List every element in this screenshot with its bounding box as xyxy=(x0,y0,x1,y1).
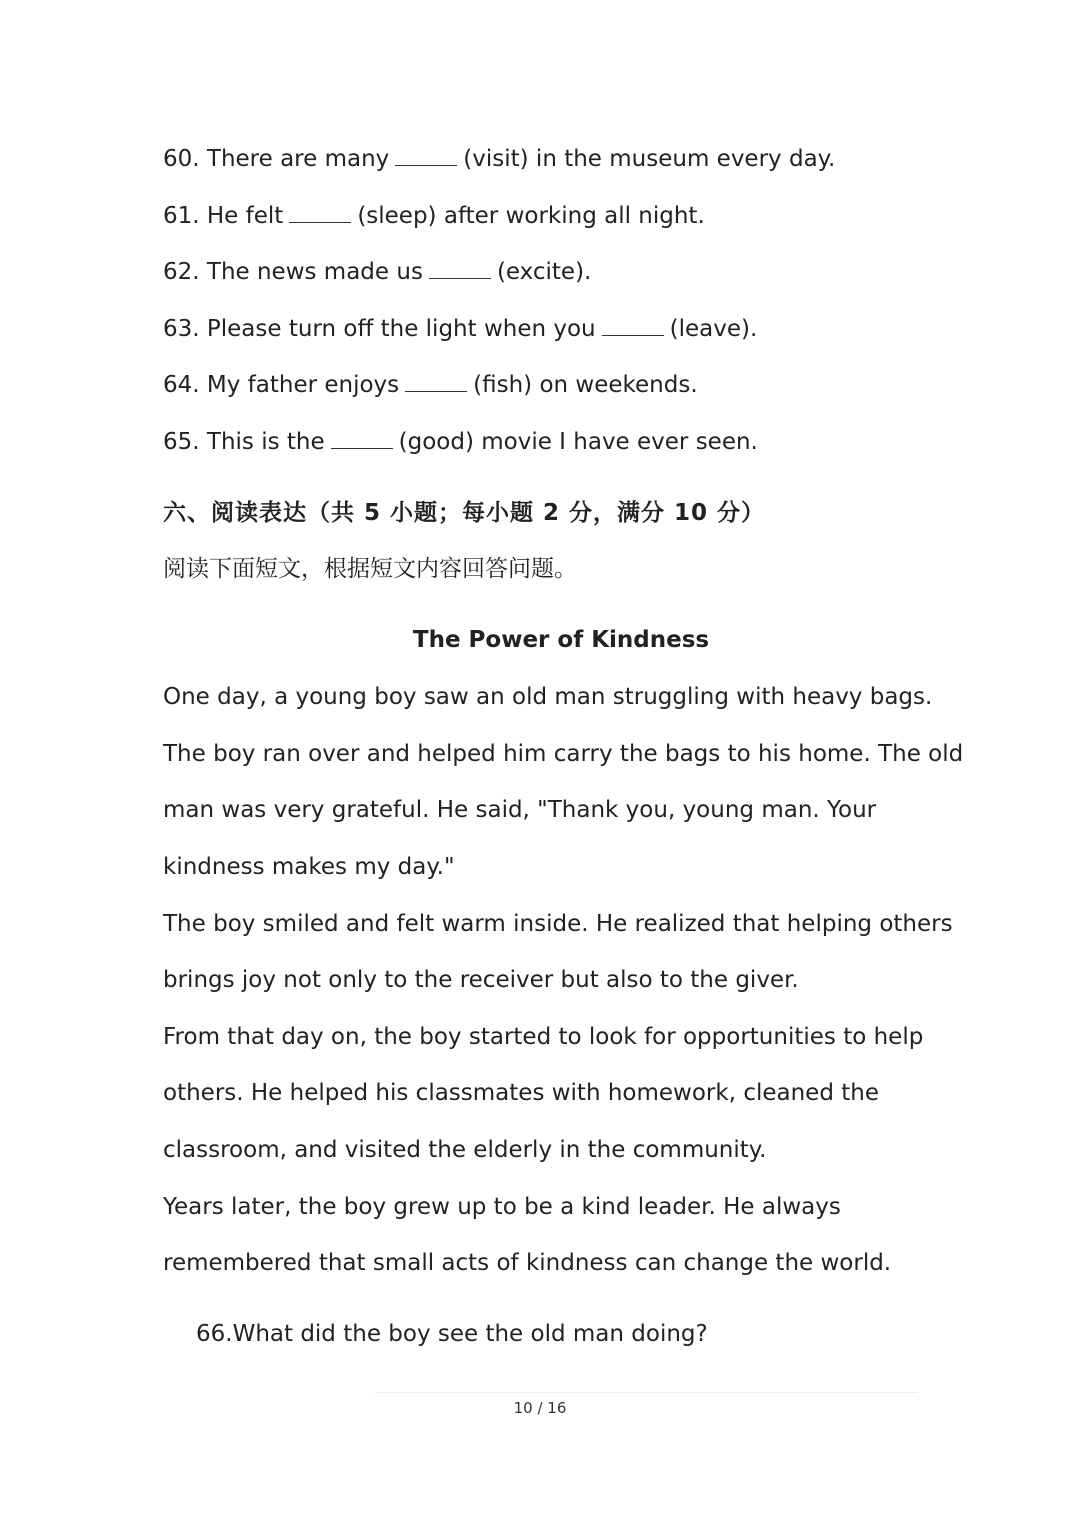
question-hint: (sleep) after working all night. xyxy=(357,203,705,229)
passage-line: The boy ran over and helped him carry the bags to his home. The old xyxy=(163,741,964,767)
passage-line: One day, a young boy saw an old man struggling with heavy bags. xyxy=(163,684,933,710)
answer-blank xyxy=(331,428,393,449)
question-hint: (visit) in the museum every day. xyxy=(463,146,836,172)
passage-line: kindness makes my day." xyxy=(163,854,455,880)
page-number: 10 / 16 xyxy=(513,1399,567,1417)
section-heading: 六、阅读表达（共 5 小题；每小题 2 分，满分 10 分） xyxy=(163,500,766,526)
question-text: 60. There are many xyxy=(163,146,390,172)
passage-line: remembered that small acts of kindness can change the world. xyxy=(163,1250,892,1276)
section-instruction: 阅读下面短文，根据短文内容回答问题。 xyxy=(163,556,577,582)
question-text: 61. He felt xyxy=(163,203,284,229)
footer-divider xyxy=(375,1392,918,1393)
question-text: 62. The news made us xyxy=(163,259,423,285)
question-62 xyxy=(163,257,591,287)
question-hint: (good) movie I have ever seen. xyxy=(398,429,758,455)
question-64 xyxy=(163,370,698,400)
question-hint: (fish) on weekends. xyxy=(473,372,698,398)
question-61 xyxy=(163,201,705,231)
passage-line: The boy smiled and felt warm inside. He realized that helping others xyxy=(163,911,953,937)
answer-blank xyxy=(405,371,467,392)
passage-line: others. He helped his classmates with homework, cleaned the xyxy=(163,1080,879,1106)
answer-blank xyxy=(602,315,664,336)
passage-title: The Power of Kindness xyxy=(412,627,710,653)
answer-blank xyxy=(429,258,491,279)
question-66: 66.What did the boy see the old man doing? xyxy=(196,1321,708,1347)
question-65 xyxy=(163,427,758,457)
question-text: 64. My father enjoys xyxy=(163,372,400,398)
answer-blank xyxy=(395,145,457,166)
passage-line: brings joy not only to the receiver but also to the giver. xyxy=(163,967,799,993)
question-60 xyxy=(163,144,835,174)
passage-line: From that day on, the boy started to look for opportunities to help xyxy=(163,1024,924,1050)
passage-line: Years later, the boy grew up to be a kind leader. He always xyxy=(163,1194,841,1220)
question-63 xyxy=(163,314,757,344)
passage-line: man was very grateful. He said, "Thank you, young man. Your xyxy=(163,797,877,823)
question-text: 65. This is the xyxy=(163,429,325,455)
passage-line: classroom, and visited the elderly in the community. xyxy=(163,1137,767,1163)
question-hint: (excite). xyxy=(496,259,592,285)
question-hint: (leave). xyxy=(669,316,758,342)
answer-blank xyxy=(289,202,351,223)
question-text: 63. Please turn off the light when you xyxy=(163,316,596,342)
